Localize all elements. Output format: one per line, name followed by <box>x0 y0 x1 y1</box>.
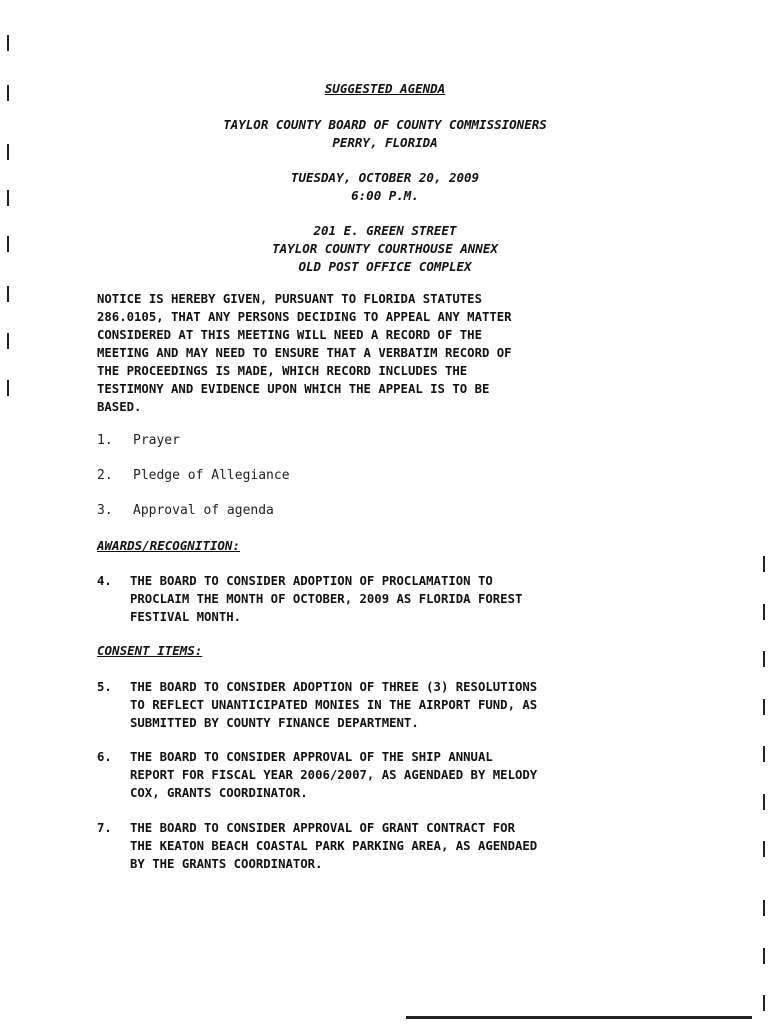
scan-mark <box>7 190 9 206</box>
scan-mark <box>7 286 9 302</box>
list-item <box>97 467 290 485</box>
item-text: Prayer <box>133 433 180 448</box>
section-heading-awards: AWARDS/RECOGNITION: <box>97 538 240 553</box>
item-text: THE BOARD TO CONSIDER ADOPTION OF THREE (3) RESOLUTIONS TO REFLECT UNANTICIPATED MONIES IN THE AIRPORT FUND, AS SUBMITTED BY COUNTY FINANCE DEPARTMENT. <box>130 680 538 730</box>
meeting-building: TAYLOR COUNTY COURTHOUSE ANNEX <box>272 241 498 256</box>
item-number: 7. <box>97 821 112 835</box>
item-number: 2. <box>97 468 113 483</box>
scan-mark <box>763 900 765 916</box>
scan-mark <box>763 841 765 857</box>
scan-mark <box>763 699 765 715</box>
item-number: 6. <box>97 750 112 764</box>
scan-mark <box>763 948 765 964</box>
scan-mark <box>7 85 9 101</box>
meeting-date: TUESDAY, OCTOBER 20, 2009 <box>290 170 480 185</box>
scan-mark <box>7 333 9 349</box>
agenda-title: SUGGESTED AGENDA <box>324 81 446 96</box>
item-text: THE BOARD TO CONSIDER APPROVAL OF GRANT CONTRACT FOR THE KEATON BEACH COASTAL PARK PARKING AREA, AS AGENDAED BY THE GRANTS COORDINATOR. <box>130 821 538 871</box>
bottom-rule <box>406 1016 752 1019</box>
meeting-address: 201 E. GREEN STREET <box>313 223 457 238</box>
scan-mark <box>763 604 765 620</box>
agenda-item <box>97 819 657 873</box>
scan-mark <box>7 144 9 160</box>
scan-mark <box>763 651 765 667</box>
scan-mark <box>763 794 765 810</box>
list-item <box>97 502 274 520</box>
agenda-item <box>97 678 657 732</box>
item-text: Approval of agenda <box>133 503 274 518</box>
scan-mark <box>763 746 765 762</box>
item-number: 3. <box>97 503 113 518</box>
item-number: 4. <box>97 574 112 588</box>
item-number: 1. <box>97 433 113 448</box>
agenda-item <box>97 572 657 626</box>
scan-mark <box>763 995 765 1011</box>
scan-mark <box>7 35 9 51</box>
meeting-complex: OLD POST OFFICE COMPLEX <box>298 259 472 274</box>
board-name: TAYLOR COUNTY BOARD OF COUNTY COMMISSIONERS <box>223 117 547 132</box>
scan-mark <box>763 556 765 572</box>
item-text: Pledge of Allegiance <box>133 468 290 483</box>
legal-notice: NOTICE IS HEREBY GIVEN, PURSUANT TO FLORIDA STATUTES 286.0105, THAT ANY PERSONS DECIDING TO APPEAL ANY MATTER CONSIDERED AT THIS MEETING WILL NEED A RECORD OF THE MEETING AND MAY NEED TO ENSURE THAT A VERBATIM RECORD OF THE PROCEEDINGS IS MADE, WHICH RECORD INCLUDES THE TESTIMONY AND EVIDENCE UPON WHICH THE APPEAL IS TO BE BASED. <box>97 292 512 414</box>
agenda-item <box>97 748 657 802</box>
list-item <box>97 432 180 450</box>
item-text: THE BOARD TO CONSIDER APPROVAL OF THE SHIP ANNUAL REPORT FOR FISCAL YEAR 2006/2007, AS AGENDAED BY MELODY COX, GRANTS COORDINATOR. <box>130 750 538 800</box>
meeting-time: 6:00 P.M. <box>351 188 419 203</box>
item-text: THE BOARD TO CONSIDER ADOPTION OF PROCLAMATION TO PROCLAIM THE MONTH OF OCTOBER, 2009 AS FLORIDA FOREST FESTIVAL MONTH. <box>130 574 523 624</box>
scan-mark <box>7 380 9 396</box>
scan-mark <box>7 236 9 252</box>
city-name: PERRY, FLORIDA <box>332 135 438 150</box>
section-heading-consent: CONSENT ITEMS: <box>97 643 203 658</box>
item-number: 5. <box>97 680 112 694</box>
